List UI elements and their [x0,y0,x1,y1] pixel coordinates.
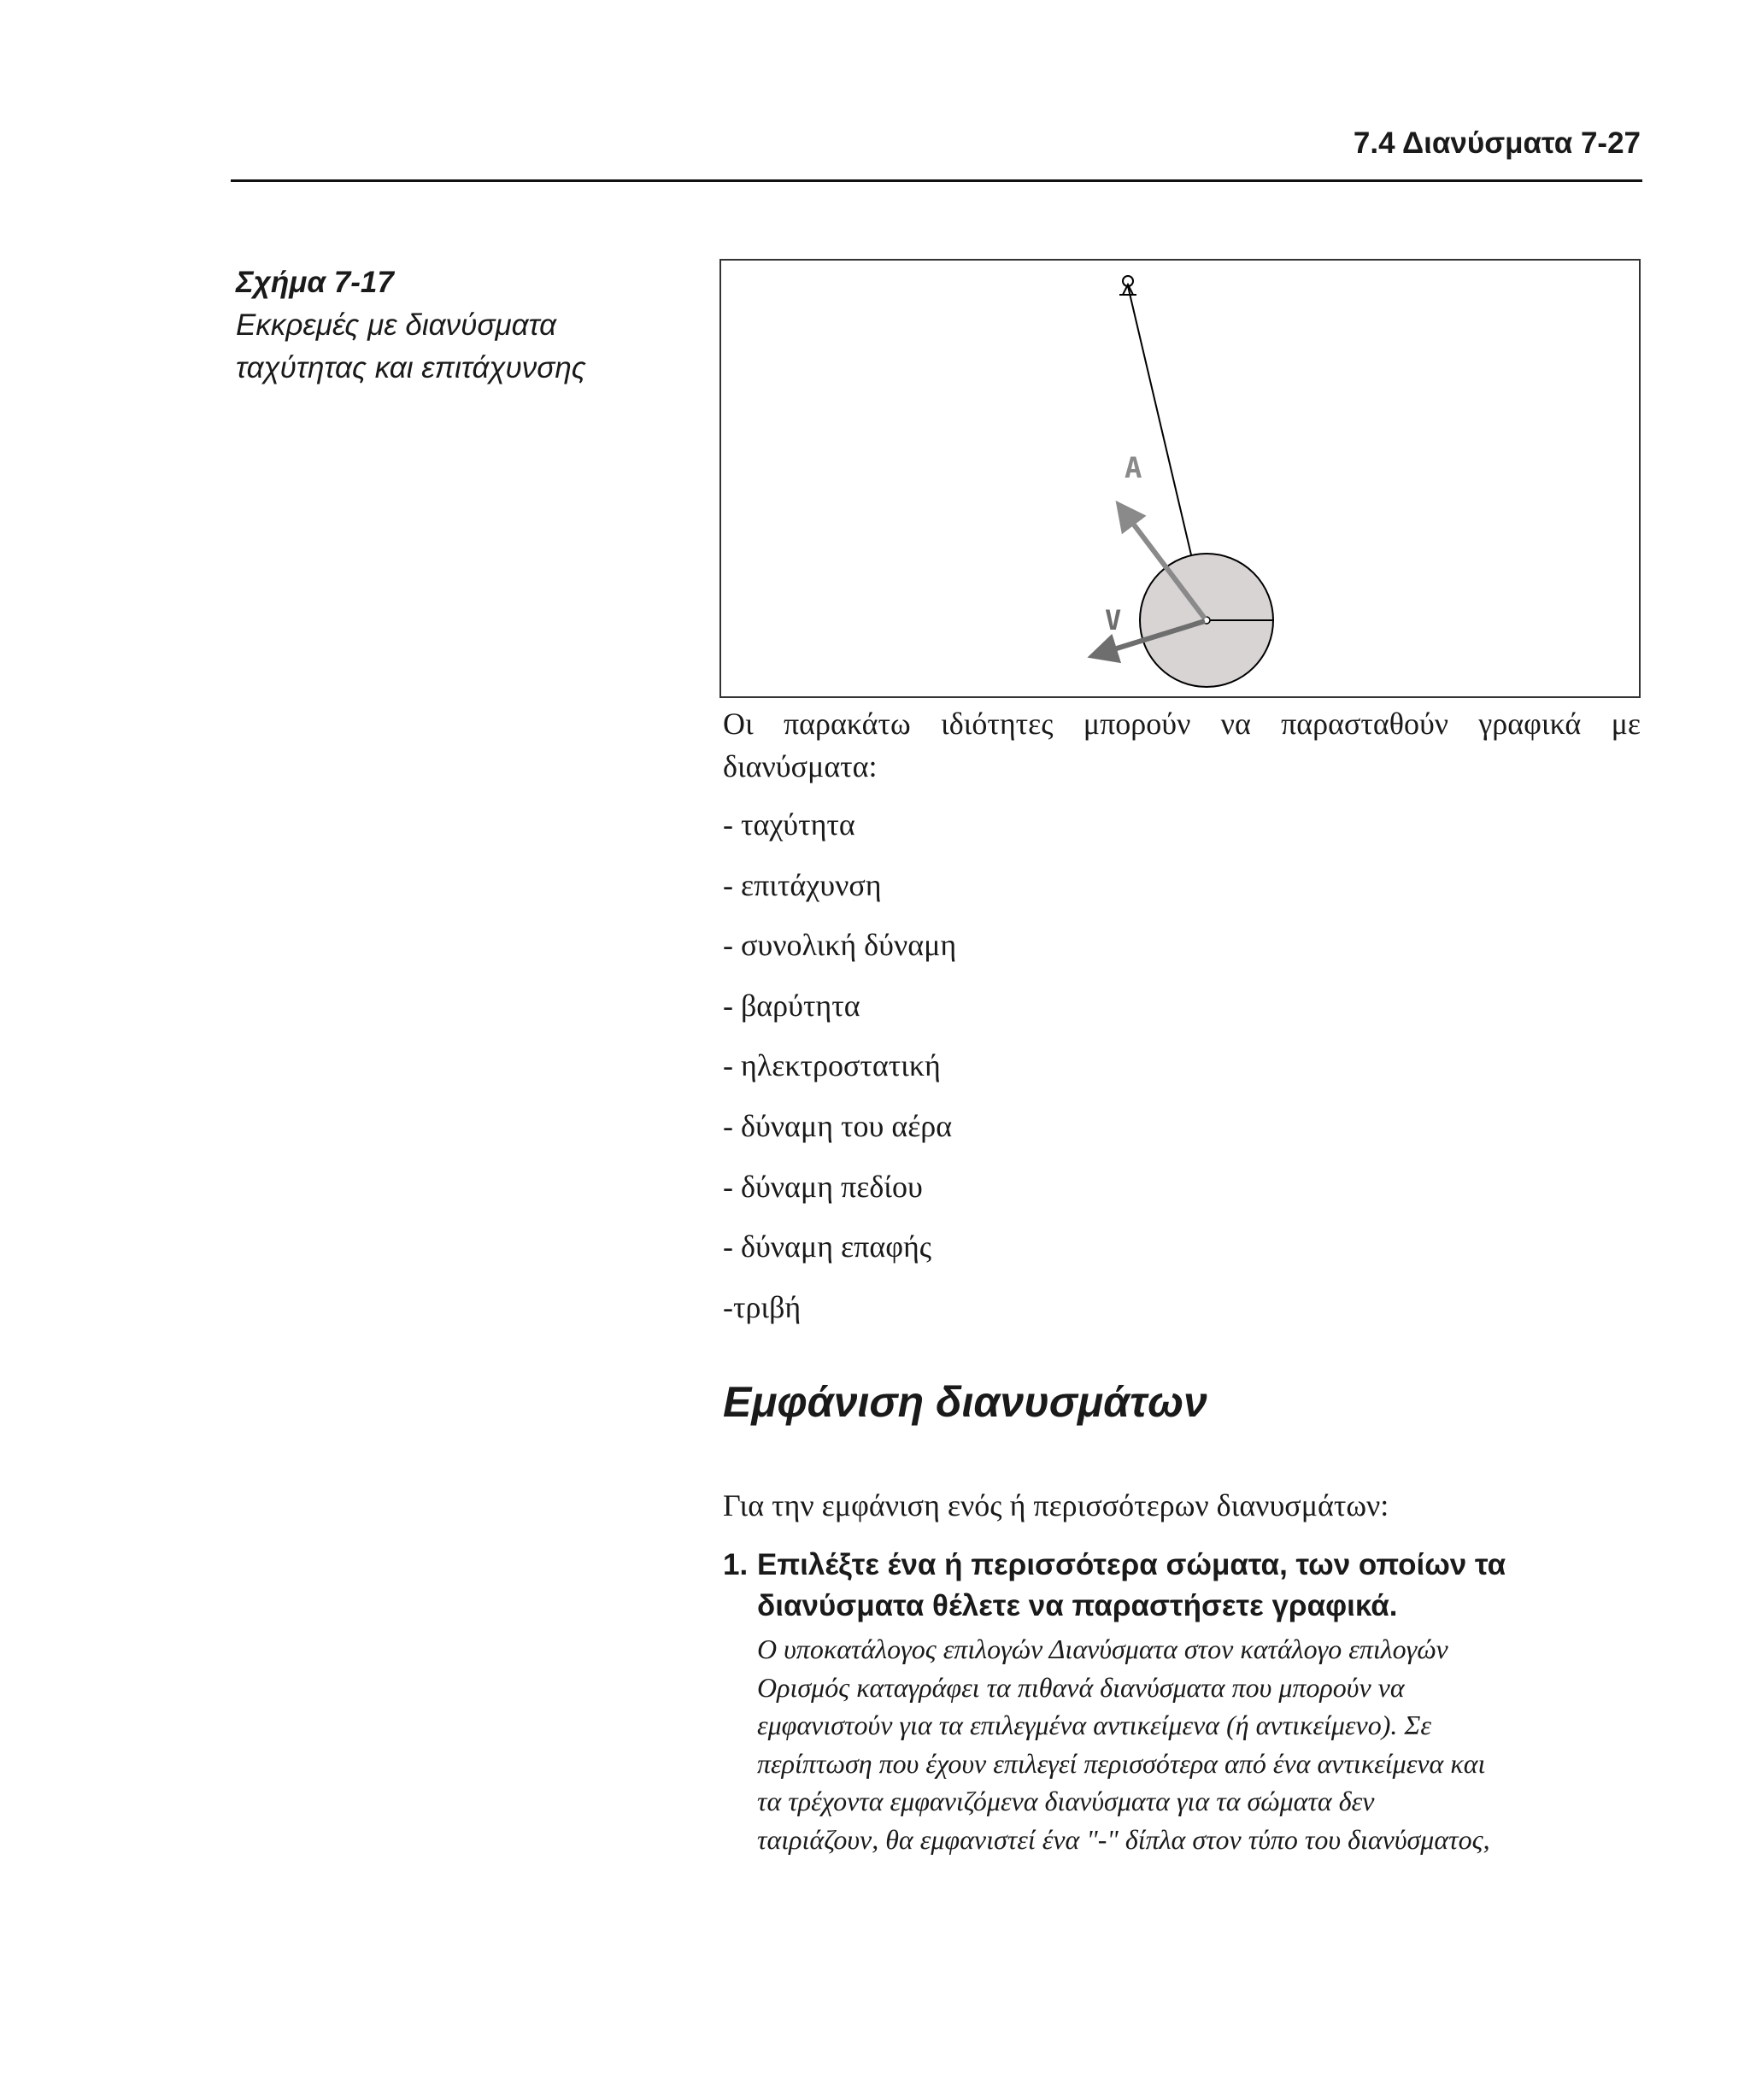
caption-line-2: ταχύτητας και επιτάχυνσης [236,351,586,384]
velocity-label: V [1105,604,1122,636]
list-item: - δύναμη του αέρα [723,1108,953,1143]
property-list [723,803,956,1346]
note-line: ταιριάζουν, θα εμφανιστεί ένα "-" δίπλα στον τύπο του διανύσματος, [757,1823,1490,1855]
note-line: τα τρέχοντα εμφανιζόμενα διανύσματα για τα σώματα δεν [757,1786,1375,1816]
note-line: Ορισμός καταγράφει τα πιθανά διανύσματα που μπορούν να [757,1671,1405,1703]
step-number: 1. [723,1548,749,1581]
caption-line-1: Εκκρεμές με διανύσματα [236,308,557,342]
list-item: - ταχύτητα [723,807,855,842]
list-item: - δύναμη επαφής [723,1229,932,1264]
list-item: - ηλεκτροστατική [723,1048,941,1083]
list-item: -τριβή [723,1289,802,1324]
pendulum-figure [719,259,1641,698]
pivot-anchor [1119,276,1136,295]
step-instruction: Επιλέξτε ένα ή περισσότερα σώματα, των οποίων τα διανύσματα θέλετε να παραστήσετε γραφικά. [757,1548,1506,1622]
figure-caption [236,261,680,390]
list-item: - επιτάχυνση [723,867,882,902]
running-header: 7.4 Διανύσματα 7-27 [1353,126,1641,160]
header-rule [231,179,1642,182]
list-item: - δύναμη πεδίου [723,1169,923,1204]
pendulum-diagram [721,261,1642,700]
list-item: - βαρύτητα [723,988,860,1023]
figure-number: Σχήμα 7-17 [236,266,394,299]
lead-paragraph: Για την εμφάνιση ενός ή περισσότερων διανυσμάτων: [723,1488,1389,1522]
acceleration-label: A [1125,451,1142,485]
step-note [757,1630,1646,1858]
note-line: Ο υποκατάλογος επιλογών Διανύσματα στον κατάλογο επιλογών [757,1634,1448,1664]
list-item: - συνολική δύναμη [723,928,957,963]
section-heading: Εμφάνιση διανυσμάτων [723,1378,1207,1426]
note-line: περίπτωση που έχουν επιλεγεί περισσότερα από ένα αντικείμενα και [757,1747,1486,1779]
note-line: εμφανιστούν για τα επιλεγμένα αντικείμενα (ή αντικείμενο). Σε [757,1710,1431,1740]
intro-paragraph: Οι παρακάτω ιδιότητες μπορούν να παρασταθούν γραφικά με διανύσματα: [723,707,1641,783]
